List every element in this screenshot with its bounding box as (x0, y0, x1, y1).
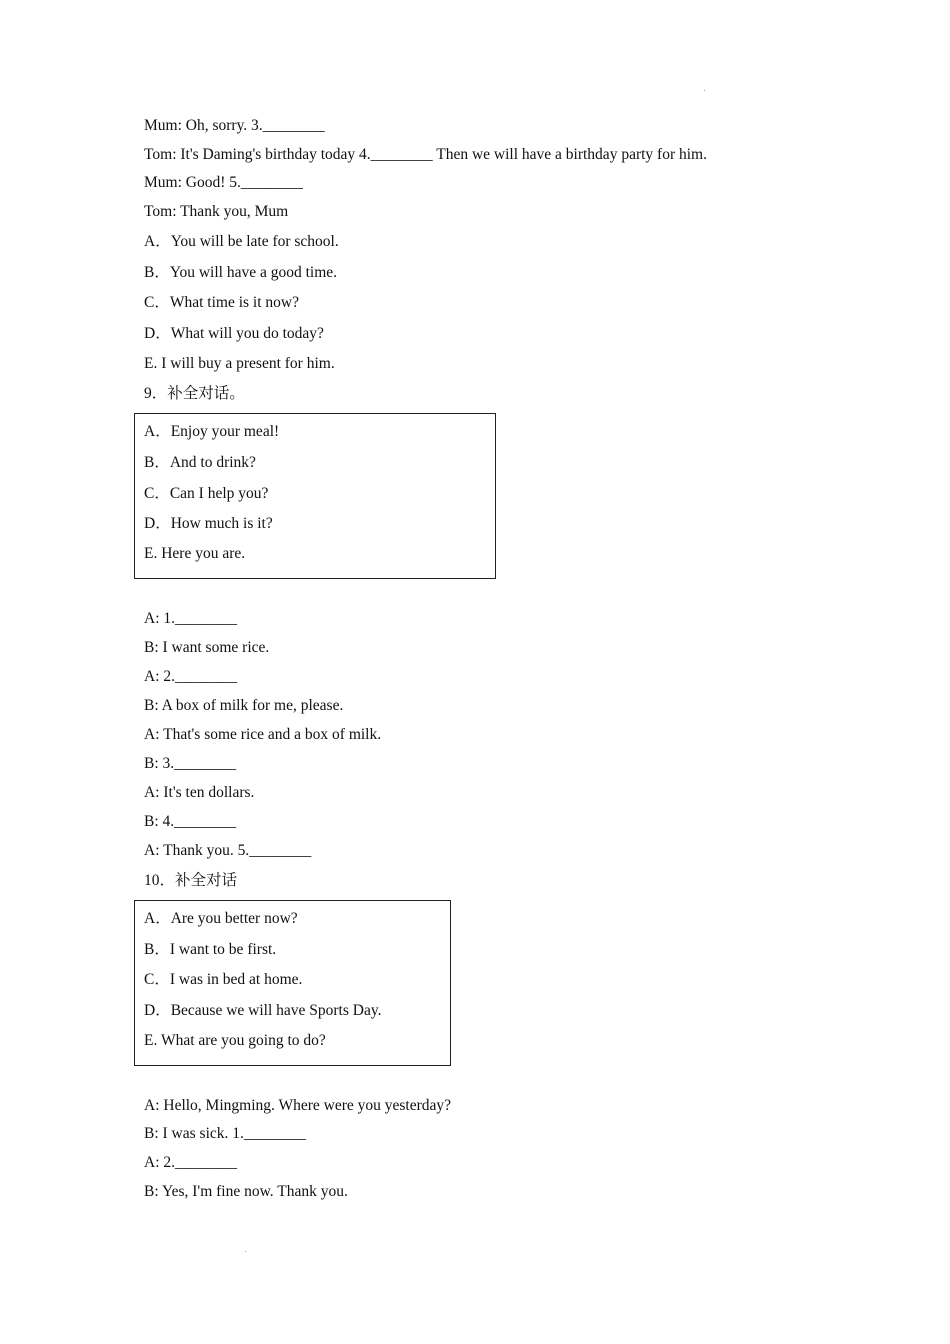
option-item: E. I will buy a present for him. (144, 355, 335, 372)
option-item: D．Because we will have Sports Day. (144, 1002, 382, 1019)
dialogue-line: A: Hello, Mingming. Where were you yesterday? (144, 1097, 452, 1114)
option-item: C．I was in bed at home. (144, 971, 303, 988)
option-item: E. What are you going to do? (144, 1032, 326, 1049)
dialogue-line: A: 2.________ (144, 668, 237, 685)
option-item: D．How much is it? (144, 515, 273, 532)
option-item: A．Are you better now? (144, 910, 298, 927)
question-9-title: 9．补全对话。 (144, 385, 245, 402)
option-item: B．I want to be first. (144, 941, 277, 958)
option-item: C．Can I help you? (144, 485, 269, 502)
dialogue-line: Mum: Good! 5.________ (144, 174, 303, 191)
question-10-title: 10．补全对话 (144, 872, 238, 889)
dialogue-line: B: I was sick. 1.________ (144, 1125, 306, 1142)
option-item: E. Here you are. (144, 545, 246, 562)
option-item: B．And to drink? (144, 454, 256, 471)
dialogue-line: A: That's some rice and a box of milk. (144, 726, 382, 743)
option-item: C．What time is it now? (144, 294, 299, 311)
page-mark-top (704, 90, 705, 91)
dialogue-line: B: 4.________ (144, 813, 237, 830)
dialogue-line: A: 1.________ (144, 610, 237, 627)
dialogue-line: Tom: Thank you, Mum (144, 203, 289, 220)
dialogue-line: A: Thank you. 5.________ (144, 842, 312, 859)
dialogue-line: Tom: It's Daming's birthday today 4.________ Then we will have a birthday party for him. (144, 146, 707, 163)
dialogue-line: B: A box of milk for me, please. (144, 697, 344, 714)
page-mark-bottom (245, 1251, 246, 1252)
option-item: B．You will have a good time. (144, 264, 338, 281)
dialogue-line: A: 2.________ (144, 1154, 237, 1171)
option-item: A．Enjoy your meal! (144, 423, 280, 440)
dialogue-line: A: It's ten dollars. (144, 784, 255, 801)
dialogue-line: B: I want some rice. (144, 639, 270, 656)
dialogue-line: B: Yes, I'm fine now. Thank you. (144, 1183, 348, 1200)
option-item: A．You will be late for school. (144, 233, 339, 250)
option-item: D．What will you do today? (144, 325, 324, 342)
dialogue-line: Mum: Oh, sorry. 3.________ (144, 117, 325, 134)
dialogue-line: B: 3.________ (144, 755, 237, 772)
